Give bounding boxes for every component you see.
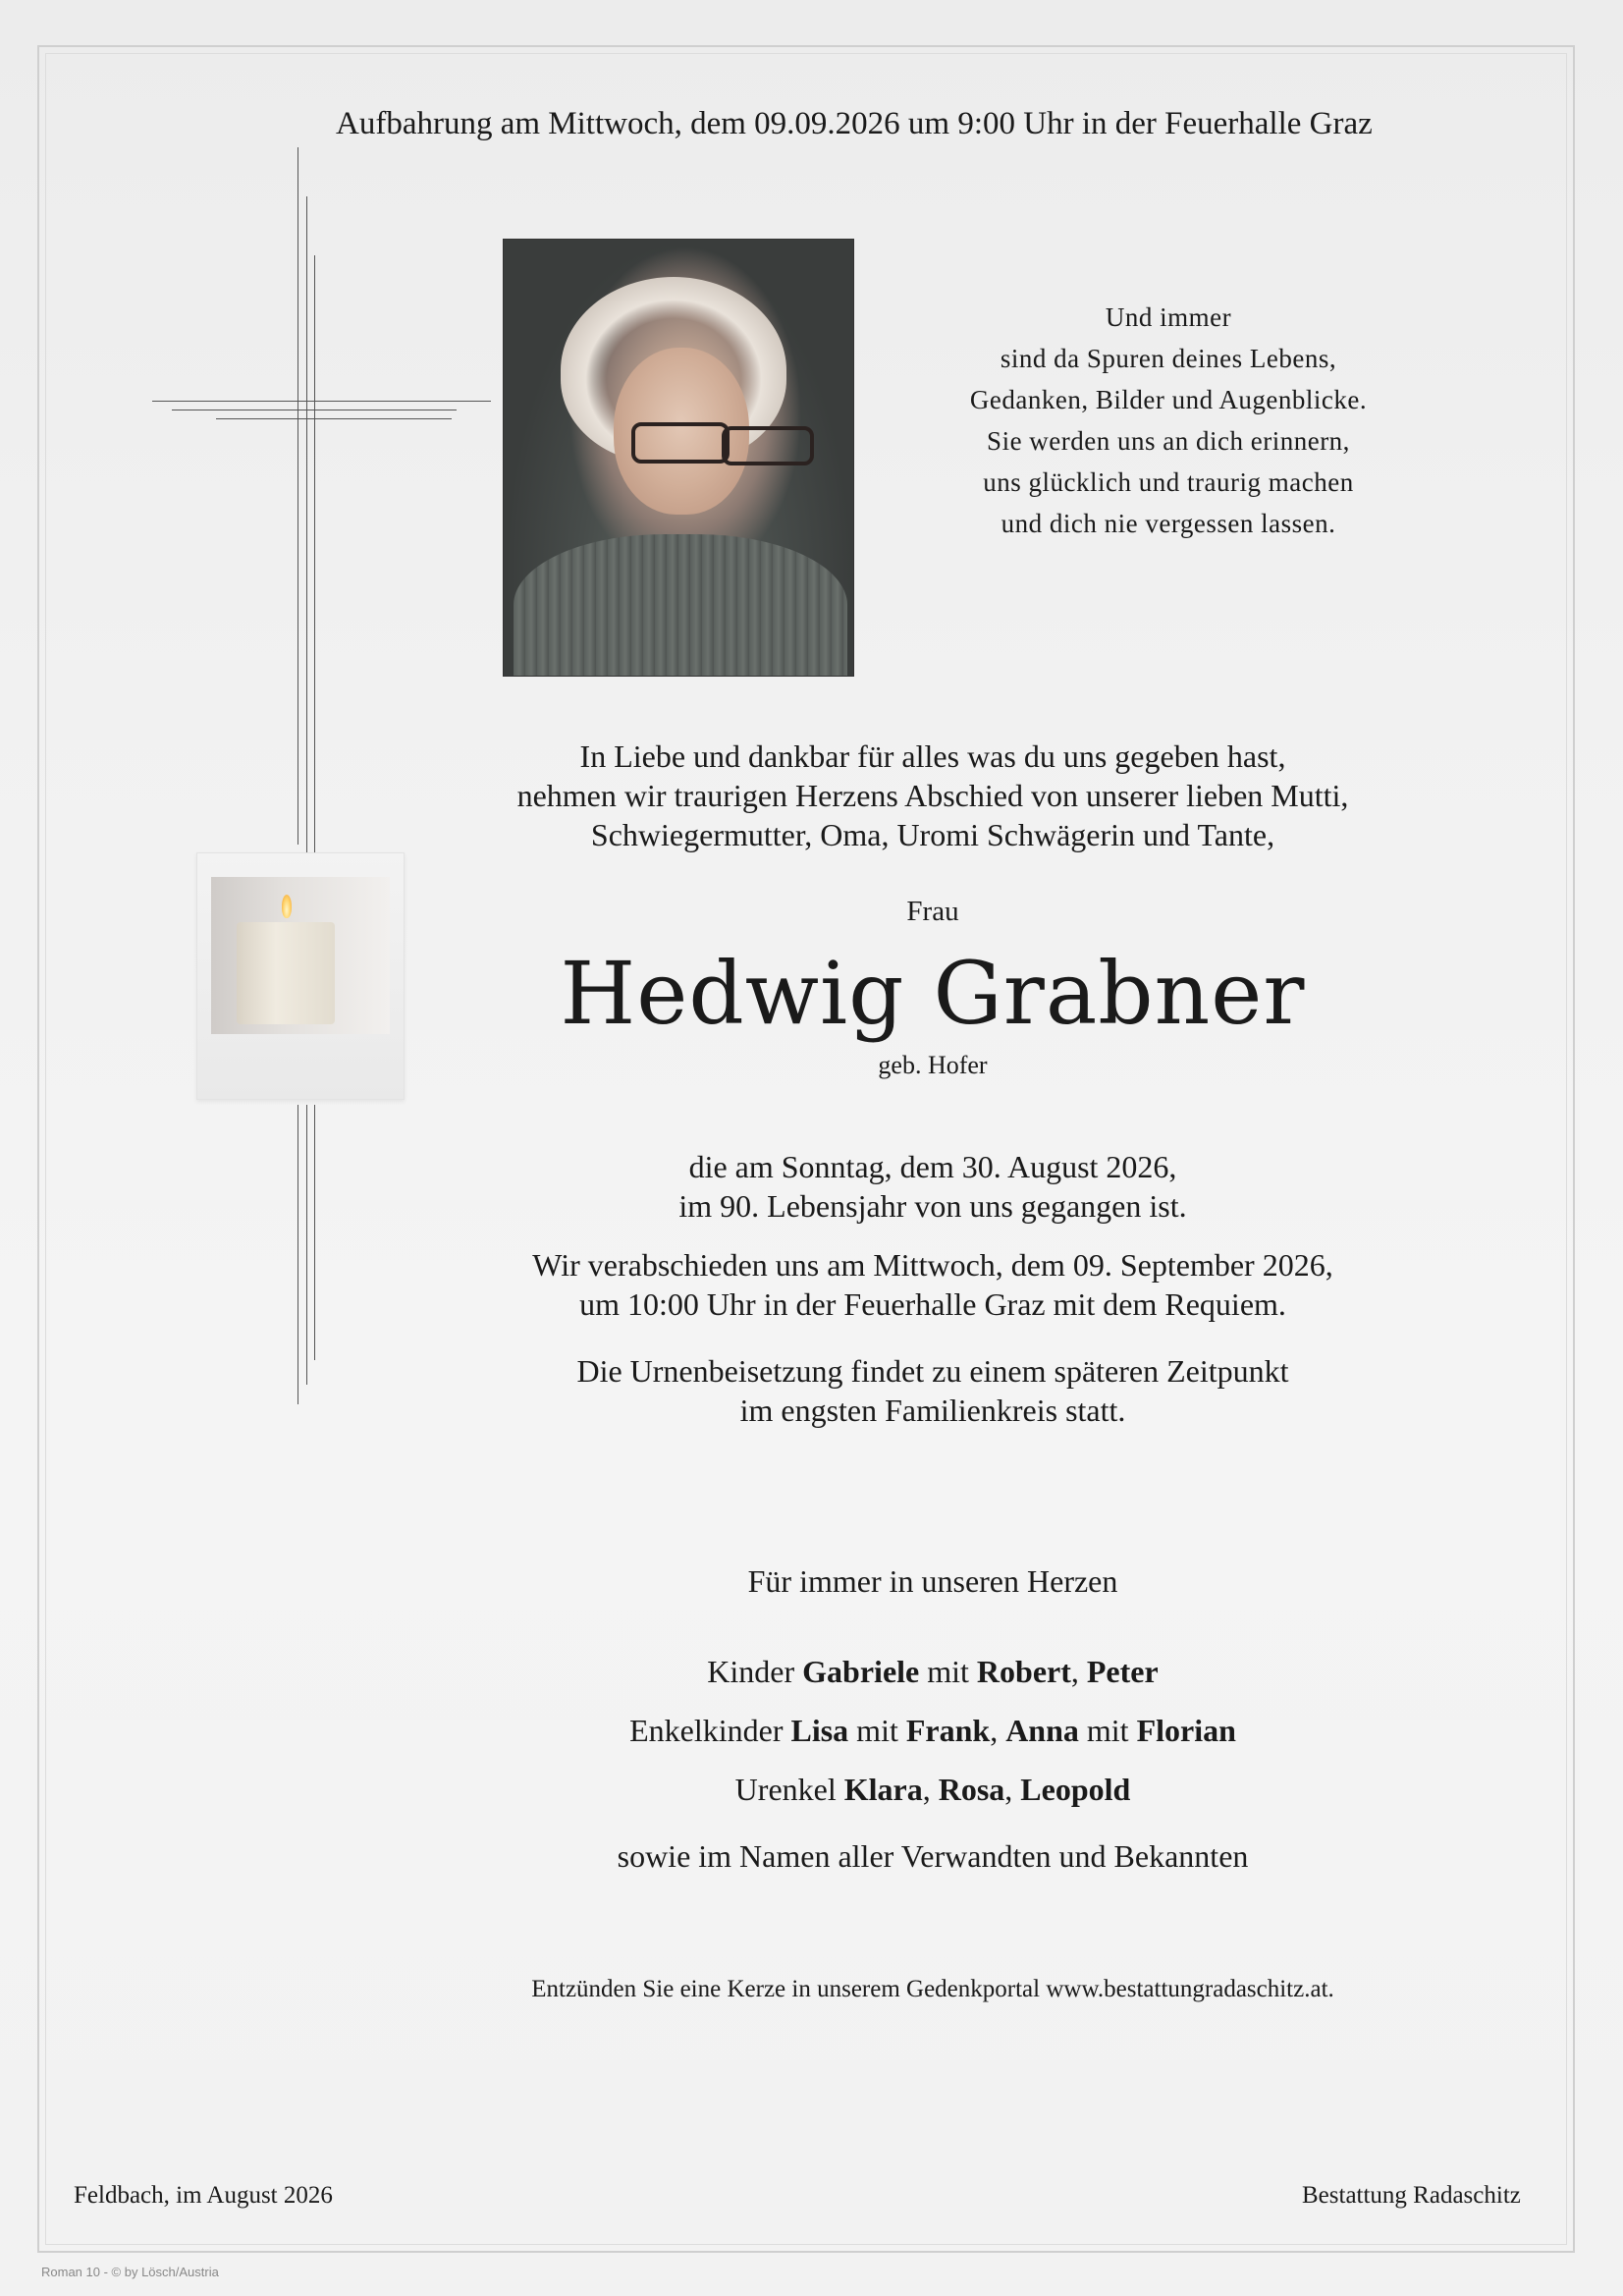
- separator: ,: [1070, 1654, 1087, 1689]
- footer-imprint: Roman 10 - © by Lösch/Austria: [41, 2265, 219, 2279]
- grandchild-name: Anna: [1005, 1713, 1079, 1748]
- connector: mit: [919, 1654, 977, 1689]
- death-info: [471, 1147, 1394, 1226]
- urn-line: im engsten Familienkreis statt.: [739, 1393, 1126, 1428]
- intro-line: In Liebe und dankbar für alles was du uns gegeben hast,: [579, 738, 1286, 774]
- intro-text: [422, 737, 1443, 854]
- child-name: Peter: [1086, 1654, 1159, 1689]
- poem: [884, 297, 1453, 544]
- flame-icon: [282, 895, 292, 918]
- grandchild-partner-name: Florian: [1136, 1713, 1236, 1748]
- forever-text: Für immer in unseren Herzen: [747, 1563, 1118, 1599]
- grandchild-partner-name: Frank: [905, 1713, 991, 1748]
- farewell-line: Wir verabschieden uns am Mittwoch, dem 09. September 2026,: [532, 1247, 1333, 1283]
- separator: ,: [1004, 1772, 1021, 1807]
- footer-undertaker: Bestattung Radaschitz: [1302, 2182, 1521, 2209]
- great-grandchild-name: Klara: [843, 1772, 923, 1807]
- salutation: Frau: [906, 896, 959, 927]
- urn-info: [422, 1351, 1443, 1430]
- child-name: Gabriele: [802, 1654, 920, 1689]
- portrait-photo: [503, 239, 854, 677]
- death-line: die am Sonntag, dem 30. August 2026,: [688, 1149, 1177, 1184]
- poem-line: Gedanken, Bilder und Augenblicke.: [969, 385, 1368, 414]
- family-list: [442, 1642, 1424, 1819]
- separator: ,: [990, 1713, 1006, 1748]
- poem-line: und dich nie vergessen lassen.: [1001, 509, 1336, 538]
- poem-line: uns glücklich und traurig machen: [983, 467, 1354, 497]
- great-grandchild-name: Leopold: [1020, 1772, 1131, 1807]
- poem-line: Und immer: [1105, 302, 1232, 332]
- great-grandchild-name: Rosa: [938, 1772, 1005, 1807]
- intro-line: Schwiegermutter, Oma, Uromi Schwägerin und Tante,: [590, 817, 1275, 852]
- poem-line: Sie werden uns an dich erinnern,: [987, 426, 1350, 456]
- children-label: Kinder: [707, 1654, 803, 1689]
- candle-image: [196, 852, 405, 1100]
- footer-place-date: Feldbach, im August 2026: [74, 2182, 333, 2209]
- grandchildren-label: Enkelkinder: [629, 1713, 791, 1748]
- children-line: [442, 1642, 1424, 1701]
- viewing-info: Aufbahrung am Mittwoch, dem 09.09.2026 um 9:00 Uhr in der Feuerhalle Graz: [336, 106, 1373, 141]
- deceased-name: Hedwig Grabner: [560, 943, 1306, 1044]
- child-partner-name: Robert: [976, 1654, 1071, 1689]
- intro-line: nehmen wir traurigen Herzens Abschied von unserer lieben Mutti,: [516, 778, 1349, 813]
- urn-line: Die Urnenbeisetzung findet zu einem späteren Zeitpunkt: [576, 1353, 1289, 1389]
- farewell-info: [422, 1245, 1443, 1324]
- connector: mit: [848, 1713, 906, 1748]
- great-grandchildren-label: Urenkel: [734, 1772, 844, 1807]
- death-line: im 90. Lebensjahr von uns gegangen ist.: [678, 1188, 1187, 1224]
- maiden-name: geb. Hofer: [878, 1051, 988, 1079]
- poem-line: sind da Spuren deines Lebens,: [1000, 344, 1337, 373]
- great-grandchildren-line: [442, 1760, 1424, 1819]
- separator: ,: [922, 1772, 939, 1807]
- connector: mit: [1078, 1713, 1137, 1748]
- farewell-line: um 10:00 Uhr in der Feuerhalle Graz mit dem Requiem.: [579, 1286, 1286, 1322]
- portal-text: Entzünden Sie eine Kerze in unserem Gedenkportal www.bestattungradaschitz.at.: [531, 1976, 1334, 2002]
- grandchildren-line: [442, 1701, 1424, 1760]
- grandchild-name: Lisa: [790, 1713, 849, 1748]
- relatives-text: sowie im Namen aller Verwandten und Bekannten: [617, 1838, 1249, 1874]
